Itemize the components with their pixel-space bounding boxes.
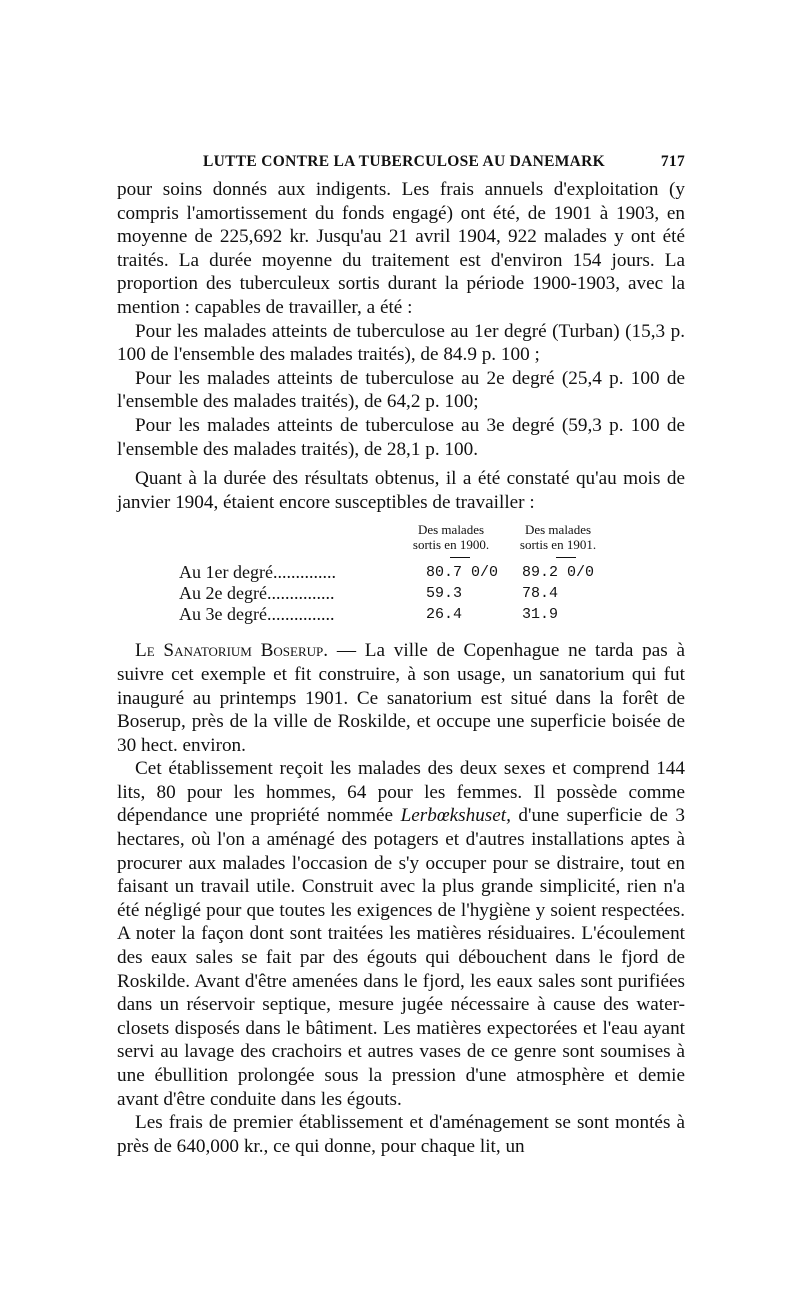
paragraph-operating-costs: pour soins donnés aux indigents. Les frais annuels d'exploitation (y compris l'amortissement du fonds engagé) ont été, de 1901 à 1903, en moyenne de 225,692 kr. Jusqu'au 21 avril 1904, 922 malades y ont été traités. La durée moyenne du traitement est d'environ 154 jours. La proportion des tuberculeux sortis durant la période 1900-1903, avec la mention : capables de travailler, a été : — [117, 179, 685, 318]
property-name: Lerbœkshuset, — [400, 805, 511, 827]
table-row — [117, 562, 685, 583]
value-1901: 78.4 — [522, 585, 559, 603]
paragraph-boserup-facilities: Cet établissement reçoit les malades des deux sexes et comprend 144 lits, 80 pour les hommes, 64 pour les femmes. Il possède comme dépendance une propriété nommée Lerbœkshuset, d'une superficie de 3 hectares, où l'on a aménagé des potagers et d'autres installations aptes à procurer aux malades l'occasion de s'y occuper pour se distraire, tout en faisant un travail utile. Construit avec la plus grande simplicité, rien n'a été négligé pour que toutes les exigences de l'hygiène y soient respectées. A noter la façon dont sont traitées les matières résiduaires. L'écoulement des eaux sales se fait par des égouts qui débouchent dans le fjord de Roskilde. Avant d'être amenées dans le fjord, les eaux sales sont purifiées dans un réservoir septique, mesure jugée nécessaire à cause des water-closets disposés dans le bâtiment. Les matières expectorées et l'eau ayant servi au lavage des crachoirs et autres vases de ce genre sont soumises à une ébullition prolongée sous la pression d'une atmosphère et demie avant d'être conduite dans les égouts. — [117, 758, 685, 1110]
table-row — [117, 604, 685, 625]
value-1900: 59.3 — [426, 585, 463, 603]
row-label: Au 1er degré.............. — [179, 562, 336, 583]
results-table — [117, 522, 685, 625]
running-header — [117, 150, 685, 178]
running-title: LUTTE CONTRE LA TUBERCULOSE AU DANEMARK — [203, 153, 605, 170]
value-1900: 80.7 0/0 — [426, 564, 499, 582]
book-page — [117, 150, 685, 1158]
row-label: Au 3e degré............... — [179, 604, 335, 625]
value-1901: 89.2 0/0 — [522, 564, 595, 582]
page-number: 717 — [660, 153, 685, 170]
paragraph-boserup-costs: Les frais de premier établissement et d'aménagement se sont montés à près de 640,000 kr., ce qui donne, pour chaque lit, un — [117, 1112, 685, 1157]
paragraph-boserup-intro: Le Sanatorium Boserup. — La ville de Copenhague ne tarda pas à suivre cet exemple et fit construire, à son usage, un sanatorium qui fut inauguré au printemps 1901. Ce sanatorium est situé dans la forêt de Boserup, près de la ville de Roskilde, et occupe une superficie boisée de 30 hect. environ. — [117, 640, 686, 756]
column-header-1900: Des malades sortis en 1900. — [412, 522, 490, 553]
value-1900: 26.4 — [426, 606, 463, 624]
header-rules — [117, 552, 685, 562]
section-heading: Le Sanatorium Boserup. — [135, 640, 329, 662]
paragraph-third-degree: Pour les malades atteints de tuberculose au 3e degré (59,3 p. 100 de l'ensemble des malades traités), de 28,1 p. 100. — [117, 414, 685, 460]
paragraph-second-degree: Pour les malades atteints de tuberculose au 2e degré (25,4 p. 100 de l'ensemble des malades traités), de 64,2 p. 100; — [117, 367, 685, 413]
value-1901: 31.9 — [522, 606, 559, 624]
table-row — [117, 583, 685, 604]
paragraph-first-degree: Pour les malades atteints de tuberculose au 1er degré (Turban) (15,3 p. 100 de l'ensemble des malades traités), de 84.9 p. 100 ; — [117, 320, 685, 366]
paragraph-results-duration: Quant à la durée des résultats obtenus, il a été constaté qu'au mois de janvier 1904, étaient encore susceptibles de travailler : — [117, 468, 685, 513]
row-label: Au 2e degré............... — [179, 583, 335, 604]
table-header — [117, 522, 685, 552]
column-header-1901: Des malades sortis en 1901. — [519, 522, 597, 553]
